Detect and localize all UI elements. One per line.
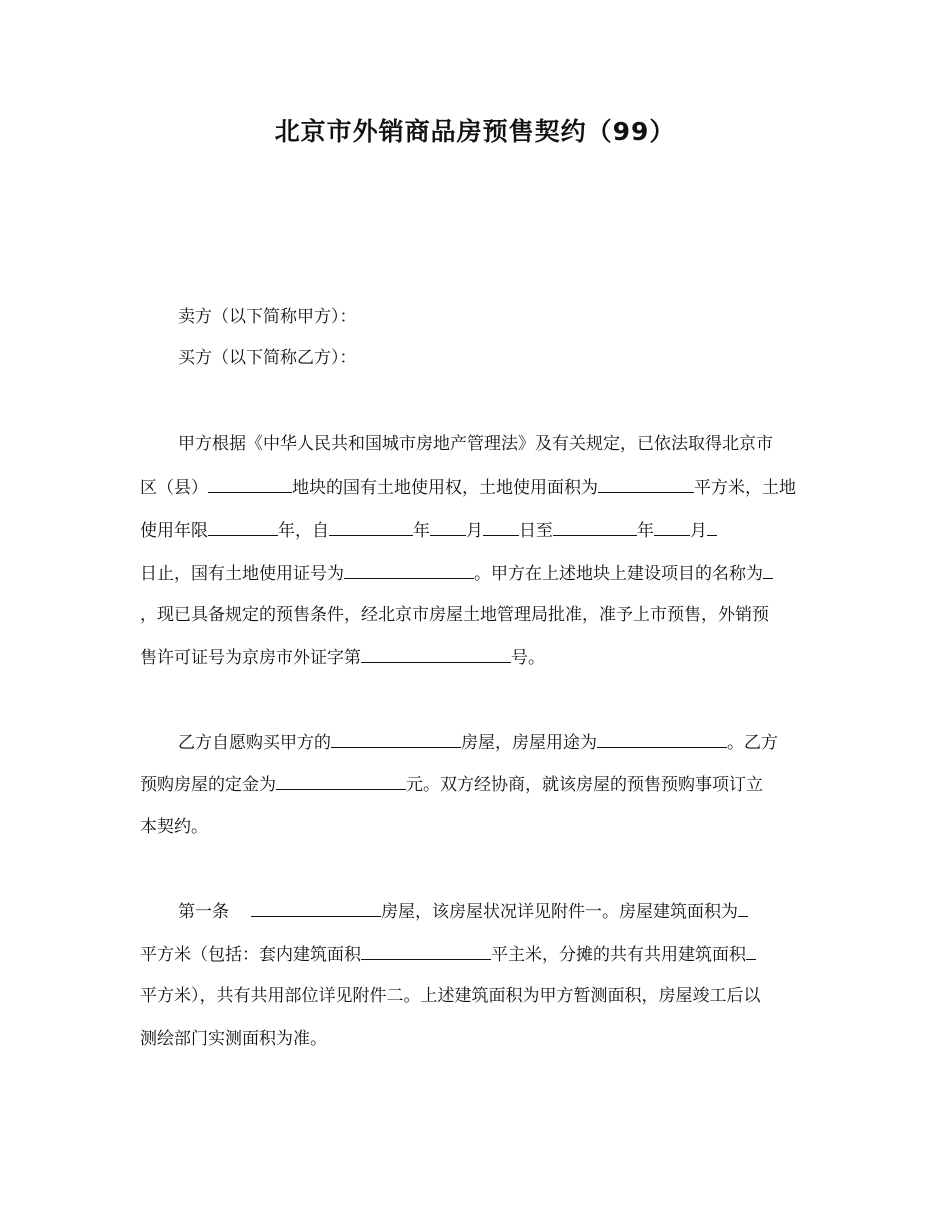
intro-text: 。甲方在上述地块上建设项目的名称为 xyxy=(474,564,763,584)
blank-field xyxy=(208,476,292,493)
intro-text: 日至 xyxy=(519,521,553,541)
intro-text: 平方米，土地 xyxy=(694,478,796,498)
article-text: 测绘部门实测面积为准。 xyxy=(140,1029,327,1049)
intro-text: 售许可证号为京房市外证字第 xyxy=(140,648,361,668)
purchase-line-1 xyxy=(178,731,858,754)
intro-text: 月 xyxy=(466,521,483,541)
blank-field xyxy=(361,646,511,663)
blank-field xyxy=(553,519,637,536)
purchase-text: 房屋，房屋用途为 xyxy=(461,733,597,753)
intro-text: 地块的国有土地使用权，土地使用面积为 xyxy=(292,478,598,498)
blank-field xyxy=(597,731,727,748)
intro-text: 年，自 xyxy=(278,521,329,541)
article1-line-1 xyxy=(178,900,858,923)
purchase-text: 。乙方 xyxy=(727,733,778,753)
intro-text: 使用年限 xyxy=(140,521,208,541)
purchase-line-3 xyxy=(140,816,820,838)
intro-line-5 xyxy=(140,604,820,626)
intro-text: 月 xyxy=(690,521,707,541)
blank-field xyxy=(208,519,278,536)
blank-field xyxy=(329,519,413,536)
blank-field xyxy=(430,519,466,536)
article-text: 平方米（包括：套内建筑面积 xyxy=(140,945,361,965)
intro-text: 区（县） xyxy=(140,478,208,498)
blank-field xyxy=(707,519,717,536)
buyer-line: 买方（以下简称乙方）： xyxy=(178,348,357,368)
blank-field xyxy=(251,900,381,917)
article1-line-4 xyxy=(140,1028,820,1050)
intro-line-4 xyxy=(140,562,820,585)
blank-field xyxy=(738,900,748,917)
blank-field xyxy=(763,562,773,579)
blank-field xyxy=(331,731,461,748)
document-title: 北京市外销商品房预售契约（99） xyxy=(274,117,676,146)
article1-line-3 xyxy=(140,985,820,1007)
blank-field xyxy=(598,476,694,493)
intro-text: 日止，国有土地使用证号为 xyxy=(140,564,344,584)
article-text: 平方米），共有共用部位详见附件二。上述建筑面积为甲方暂测面积，房屋竣工后以 xyxy=(140,986,761,1006)
intro-text: ，现已具备规定的预售条件，经北京市房屋土地管理局批准，准予上市预售，外销预 xyxy=(140,605,769,625)
intro-text: 年 xyxy=(413,521,430,541)
blank-field xyxy=(344,562,474,579)
purchase-text: 本契约。 xyxy=(140,817,208,837)
purchase-text: 元。双方经协商，就该房屋的预售预购事项订立 xyxy=(406,775,763,795)
intro-text: 号。 xyxy=(511,648,545,668)
blank-field xyxy=(276,773,406,790)
seller-line: 卖方（以下简称甲方）： xyxy=(178,307,357,327)
article-text: 房屋，该房屋状况详见附件一。房屋建筑面积为 xyxy=(381,902,738,922)
article-text: 平主米，分摊的共有共用建筑面积 xyxy=(491,945,746,965)
blank-field xyxy=(361,943,491,960)
purchase-line-2 xyxy=(140,773,820,796)
intro-line-1 xyxy=(178,433,858,455)
intro-line-3 xyxy=(140,519,820,542)
intro-line-6 xyxy=(140,646,820,669)
article1-line-2 xyxy=(140,943,820,966)
blank-field xyxy=(746,943,756,960)
article-label: 第一条 xyxy=(178,902,229,922)
intro-line-2 xyxy=(140,476,820,499)
purchase-text: 乙方自愿购买甲方的 xyxy=(178,733,331,753)
intro-text: 甲方根据《中华人民共和国城市房地产管理法》及有关规定，已依法取得北京市 xyxy=(178,434,773,454)
blank-field xyxy=(654,519,690,536)
blank-field xyxy=(483,519,519,536)
intro-text: 年 xyxy=(637,521,654,541)
purchase-text: 预购房屋的定金为 xyxy=(140,775,276,795)
